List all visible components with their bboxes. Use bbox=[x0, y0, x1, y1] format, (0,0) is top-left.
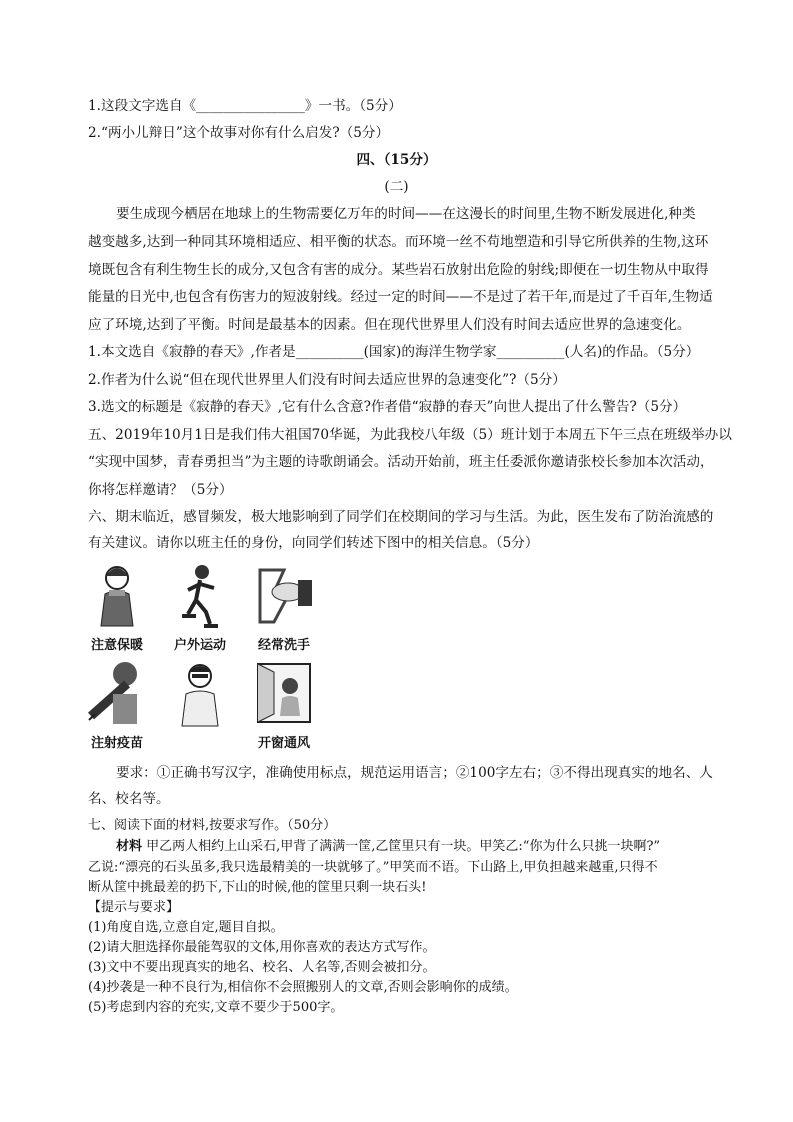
q6-line: 有关建议。请你以班主任的身份，向同学们转述下图中的相关信息。（5分） bbox=[88, 535, 539, 551]
caption-outdoor-exercise: 户外运动 bbox=[173, 638, 226, 653]
material-text: 甲乙两人相约上山采石,甲背了满满一筐,乙筐里只有一块。甲笑乙:“你为什么只挑一块啊?” bbox=[142, 839, 661, 854]
figure-wash-hands bbox=[244, 560, 324, 652]
tip-item: (2)请大胆选择你最能驾驭的文体,用你喜欢的表达方式写作。 bbox=[88, 940, 436, 955]
figure-open-window bbox=[244, 658, 324, 750]
outdoor-exercise-illustration-icon bbox=[170, 562, 230, 630]
caption-vaccination: 注射疫苗 bbox=[90, 736, 143, 751]
caption-keep-warm: 注意保暖 bbox=[90, 638, 143, 653]
material-line: 断从筐中挑最差的扔下,下山的时候,他的筐里只剩一块石头! bbox=[88, 880, 427, 895]
section-7-heading: 七、阅读下面的材料,按要求写作。（50分） bbox=[88, 818, 337, 833]
flu-prevention-figure bbox=[72, 560, 330, 752]
passage-line: 境既包含有利生物生长的成分,又包含有害的成分。某些岩石放射出危险的射线;即便在一切生物从中取得 bbox=[88, 262, 709, 278]
vaccination-illustration-icon bbox=[87, 660, 147, 728]
passage-line: 应了环境,达到了平衡。时间是最基本的因素。但在现代世界里人们没有时间去适应世界的急速变化。 bbox=[88, 317, 691, 333]
q4-item-1: 1.本文选自《寂静的春天》,作者是__________(国家)的海洋生物学家__________(人名)的作品。（5分） bbox=[88, 344, 700, 360]
q4-item-3: 3.选文的标题是《寂静的春天》,它有什么含意?作者借“寂静的春天”向世人提出了什么警告?（5分） bbox=[88, 399, 687, 415]
caption-open-window: 开窗通风 bbox=[257, 736, 310, 751]
keep-warm-illustration-icon bbox=[87, 562, 147, 630]
tips-heading: 【提示与要求】 bbox=[88, 900, 180, 915]
tip-item: (4)抄袭是一种不良行为,相信你不会照搬别人的文章,否则会影响你的成绩。 bbox=[88, 980, 518, 995]
wash-hands-illustration-icon bbox=[254, 562, 314, 630]
section-4-subheading: (二) bbox=[384, 179, 409, 195]
tip-item: (1)角度自选,立意自定,题目自拟。 bbox=[88, 920, 284, 935]
open-window-illustration-icon bbox=[254, 660, 314, 728]
tip-item: (5)考虑到内容的充实,文章不要少于500字。 bbox=[88, 1000, 344, 1015]
tip-item: (3)文中不要出现真实的地名、校名、人名等,否则会被扣分。 bbox=[88, 960, 436, 975]
figure-keep-warm bbox=[77, 560, 157, 652]
passage-line: 要生成现今栖居在地球上的生物需要亿万年的时间——在这漫长的时间里,生物不断发展进化,种类 bbox=[116, 206, 696, 222]
q5-line: 五、2019年10月1日是我们伟大祖国70华诞，为此我校八年级（5）班计划于本周五下午三点在班级举办以 bbox=[88, 427, 732, 443]
figure-outdoor-exercise bbox=[160, 560, 240, 652]
figure-vaccination bbox=[77, 658, 157, 750]
material-line: 乙说:“漂亮的石头虽多,我只选最精美的一块就够了。”甲笑而不语。下山路上,甲负担越来越重,只得不 bbox=[88, 860, 658, 875]
material-line bbox=[116, 838, 660, 856]
caption-wash-hands: 经常洗手 bbox=[257, 638, 310, 653]
q5-line: “实现中国梦，青春勇担当”为主题的诗歌朗诵会。活动开始前，班主任委派你邀请张校长参加本次活动， bbox=[88, 454, 714, 470]
q3-item-1: 1.这段文字选自《________________》一书。（5分） bbox=[88, 98, 402, 114]
q6-requirement-line: 名、校名等。 bbox=[88, 791, 170, 807]
doctor-illustration-icon bbox=[170, 660, 230, 728]
q3-item-2: 2.“两小儿辩日”这个故事对你有什么启发?（5分） bbox=[88, 125, 390, 141]
q4-item-2: 2.作者为什么说“但在现代世界里人们没有时间去适应世界的急速变化”?（5分） bbox=[88, 372, 566, 388]
section-4-heading: 四、（15分） bbox=[356, 152, 437, 168]
q6-requirement-line: 要求：①正确书写汉字，准确使用标点，规范运用语言；②100字左右；③不得出现真实的地名、人 bbox=[116, 765, 713, 781]
passage-line: 越变越多,达到一种同其环境相适应、相平衡的状态。而环境一丝不苟地塑造和引导它所供养的生物,这环 bbox=[88, 234, 709, 250]
material-label: 材料 bbox=[116, 839, 143, 854]
q6-line: 六、期末临近，感冒频发，极大地影响到了同学们在校期间的学习与生活。为此，医生发布了防治流感的 bbox=[88, 509, 714, 525]
passage-line: 能量的日光中,也包含有伤害力的短波射线。经过一定的时间——不是过了若干年,而是过了千百年,生物适 bbox=[88, 289, 713, 305]
figure-doctor bbox=[160, 658, 240, 750]
q5-line: 你将怎样邀请？（5分） bbox=[88, 482, 233, 498]
